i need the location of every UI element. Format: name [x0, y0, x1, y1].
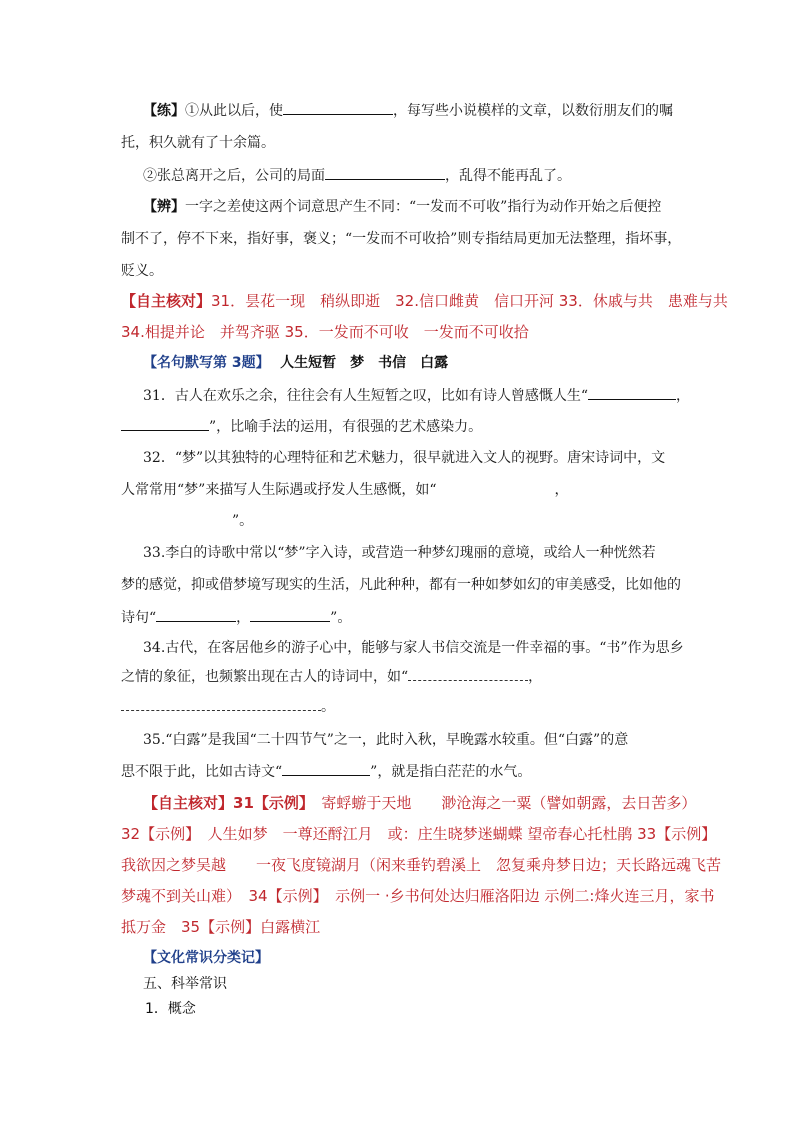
q32-line-2: 人常常用“梦”来描写人生际遇或抒发人生感慨，如“ ，	[121, 482, 569, 498]
q32-line-1: 32．“梦”以其独特的心理特征和艺术魅力，很早就进入文人的视野。唐宋诗词中，文	[143, 450, 666, 466]
section-title-topics: 人生短暂 梦 书信 白露	[280, 355, 449, 371]
culture-item: 1．概念	[145, 1001, 196, 1017]
fill-blank[interactable]	[121, 700, 321, 711]
practice-tag: 【练】	[143, 103, 185, 119]
practice-line-1: 【练】①从此以后，使 ，每写些小说模样的文章，以数衍朋友们的嘱	[143, 100, 673, 121]
q33-line-1: 33.李白的诗歌中常以“梦”字入诗，或营造一种梦幻瑰丽的意境，或给人一种恍然若	[143, 545, 656, 561]
fill-blank[interactable]	[121, 416, 209, 431]
distinguish-line-1: 【辨】一字之差使这两个词意思产生不同：“一发而不可收”指行为动作开始之后便控	[143, 199, 662, 215]
q33-line-3: 诗句“ ， ”。	[121, 607, 351, 628]
distinguish-line-2: 制不了，停不下来，指好事，褒义；“一发而不可收拾”则专指结局更加无法整理，指坏事，	[121, 231, 682, 247]
practice-line-3: ②张总离开之后，公司的局面 ，乱得不能再乱了。	[143, 165, 571, 186]
distinguish-line-3: 贬义。	[121, 263, 163, 279]
practice-line-2: 托，积久就有了十余篇。	[121, 135, 275, 151]
q33-line-2: 梦的感觉，抑或借梦境写现实的生活，凡此种种，都有一种如梦如幻的审美感受，比如他的	[121, 577, 681, 593]
check1-tag: 【自主核对】	[121, 292, 212, 310]
distinguish-tag: 【辨】	[143, 199, 185, 215]
section-title-tag: 【名句默写第 3题】	[143, 355, 270, 371]
check2-line-5: 抵万金 35【示例】白露横江	[121, 918, 321, 936]
q34-line-1: 34.古代，在客居他乡的游子心中，能够与家人书信交流是一件幸福的事。“书”作为思乡	[143, 640, 684, 656]
fill-blank[interactable]	[282, 761, 370, 776]
fill-blank[interactable]	[588, 385, 676, 400]
q32-line-3: ”。	[232, 513, 254, 529]
fill-blank[interactable]	[408, 670, 528, 681]
check2-tag: 【自主核对】	[143, 794, 234, 812]
q31-line-2: ”，比喻手法的运用，有很强的艺术感染力。	[121, 416, 482, 437]
fill-blank[interactable]	[325, 165, 445, 180]
check2-line-3: 我欲因之梦吴越 一夜飞度镜湖月（闲来垂钓碧溪上 忽复乘舟梦日边；天长路远魂飞苦	[121, 856, 722, 874]
q35-line-1: 35.“白露”是我国“二十四节气”之一，此时入秋，早晚露水较重。但“白露”的意	[143, 732, 629, 748]
q31-line-1: 31．古人在欢乐之余，往往会有人生短暂之叹，比如有诗人曾感慨人生“ ，	[143, 385, 690, 406]
check2-line-4: 梦魂不到关山难） 34【示例】 示例一 ·乡书何处达归雁洛阳边 示例二:烽火连三月，家书	[121, 887, 715, 905]
check1-line-1: 【自主核对】31．昙花一现 稍纵即逝 32.信口雌黄 信口开河 33．休戚与共 患难与共	[121, 292, 728, 310]
check2-line-2: 32【示例】 人生如梦 一尊还酹江月 或：庄生晓梦迷蝴蝶 望帝春心托杜鹃 33【示例】	[121, 825, 717, 843]
culture-tag: 【文化常识分类记】	[143, 950, 269, 966]
check2-line-1: 【自主核对】31【示例】 寄蜉蝣于天地 渺沧海之一粟（譬如朝露，去日苦多）	[143, 794, 697, 812]
q34-line-2: 之情的象征，也频繁出现在古人的诗词中，如“ ，	[121, 669, 543, 685]
culture-heading: 五、科举常识	[143, 976, 227, 992]
fill-blank[interactable]	[283, 100, 393, 115]
check1-line-2: 34.相提并论 并驾齐驱 35．一发而不可收 一发而不可收拾	[121, 323, 529, 341]
fill-blank[interactable]	[156, 607, 236, 622]
q34-line-3: 。	[121, 697, 335, 717]
fill-blank[interactable]	[250, 607, 330, 622]
q35-line-2: 思不限于此，比如古诗文“ ”，就是指白茫茫的水气。	[121, 761, 531, 782]
section-title	[143, 353, 448, 373]
